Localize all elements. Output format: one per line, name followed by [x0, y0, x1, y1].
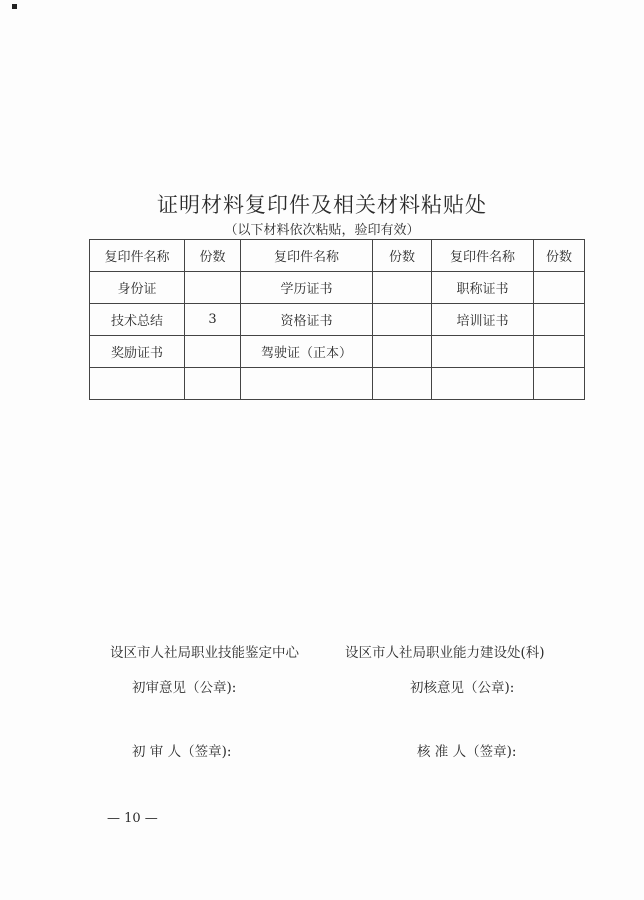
right-opinion-label: 初核意见（公章):: [410, 680, 515, 696]
table-cell: 身份证: [90, 272, 185, 304]
table-cell: [185, 272, 241, 304]
table-cell: 技术总结: [90, 304, 185, 336]
right-signer-label: 核 准 人（签章):: [417, 744, 517, 760]
header-copy-name: 复印件名称: [90, 240, 185, 272]
page-number: — 10 —: [107, 811, 158, 826]
table-cell: [241, 368, 373, 400]
table-cell: [373, 304, 432, 336]
scan-mark: [12, 4, 17, 9]
header-count: 份数: [185, 240, 241, 272]
table-cell: 奖励证书: [90, 336, 185, 368]
table-row: [90, 336, 585, 368]
left-signer-label: 初 审 人（签章):: [132, 744, 232, 760]
header-copy-name: 复印件名称: [432, 240, 534, 272]
table-cell: 资格证书: [241, 304, 373, 336]
table-cell: [534, 304, 585, 336]
table-cell: [432, 336, 534, 368]
table-cell: [373, 272, 432, 304]
table-cell: [185, 336, 241, 368]
header-count: 份数: [373, 240, 432, 272]
table-cell: 职称证书: [432, 272, 534, 304]
table-cell: [373, 336, 432, 368]
table-cell: 学历证书: [241, 272, 373, 304]
table-cell: 培训证书: [432, 304, 534, 336]
table-cell: [373, 368, 432, 400]
table-cell: [534, 336, 585, 368]
table-cell: [534, 272, 585, 304]
left-organization: 设区市人社局职业技能鉴定中心: [110, 645, 299, 661]
table-row: [90, 272, 585, 304]
table-header-row: [90, 240, 585, 272]
page-subtitle: （以下材料依次粘贴，验印有效）: [224, 223, 420, 238]
header-copy-name: 复印件名称: [241, 240, 373, 272]
table-row: [90, 304, 585, 336]
table-cell: 3: [185, 304, 241, 336]
left-opinion-label: 初审意见（公章):: [132, 680, 237, 696]
page-title: 证明材料复印件及相关材料粘贴处: [157, 193, 487, 217]
right-organization: 设区市人社局职业能力建设处(科): [345, 645, 545, 661]
header-count: 份数: [534, 240, 585, 272]
table-cell: [185, 368, 241, 400]
table-cell: 驾驶证（正本）: [241, 336, 373, 368]
table-cell: [90, 368, 185, 400]
materials-table: [89, 239, 585, 400]
table-cell: [534, 368, 585, 400]
table-cell: [432, 368, 534, 400]
table-row: [90, 368, 585, 400]
